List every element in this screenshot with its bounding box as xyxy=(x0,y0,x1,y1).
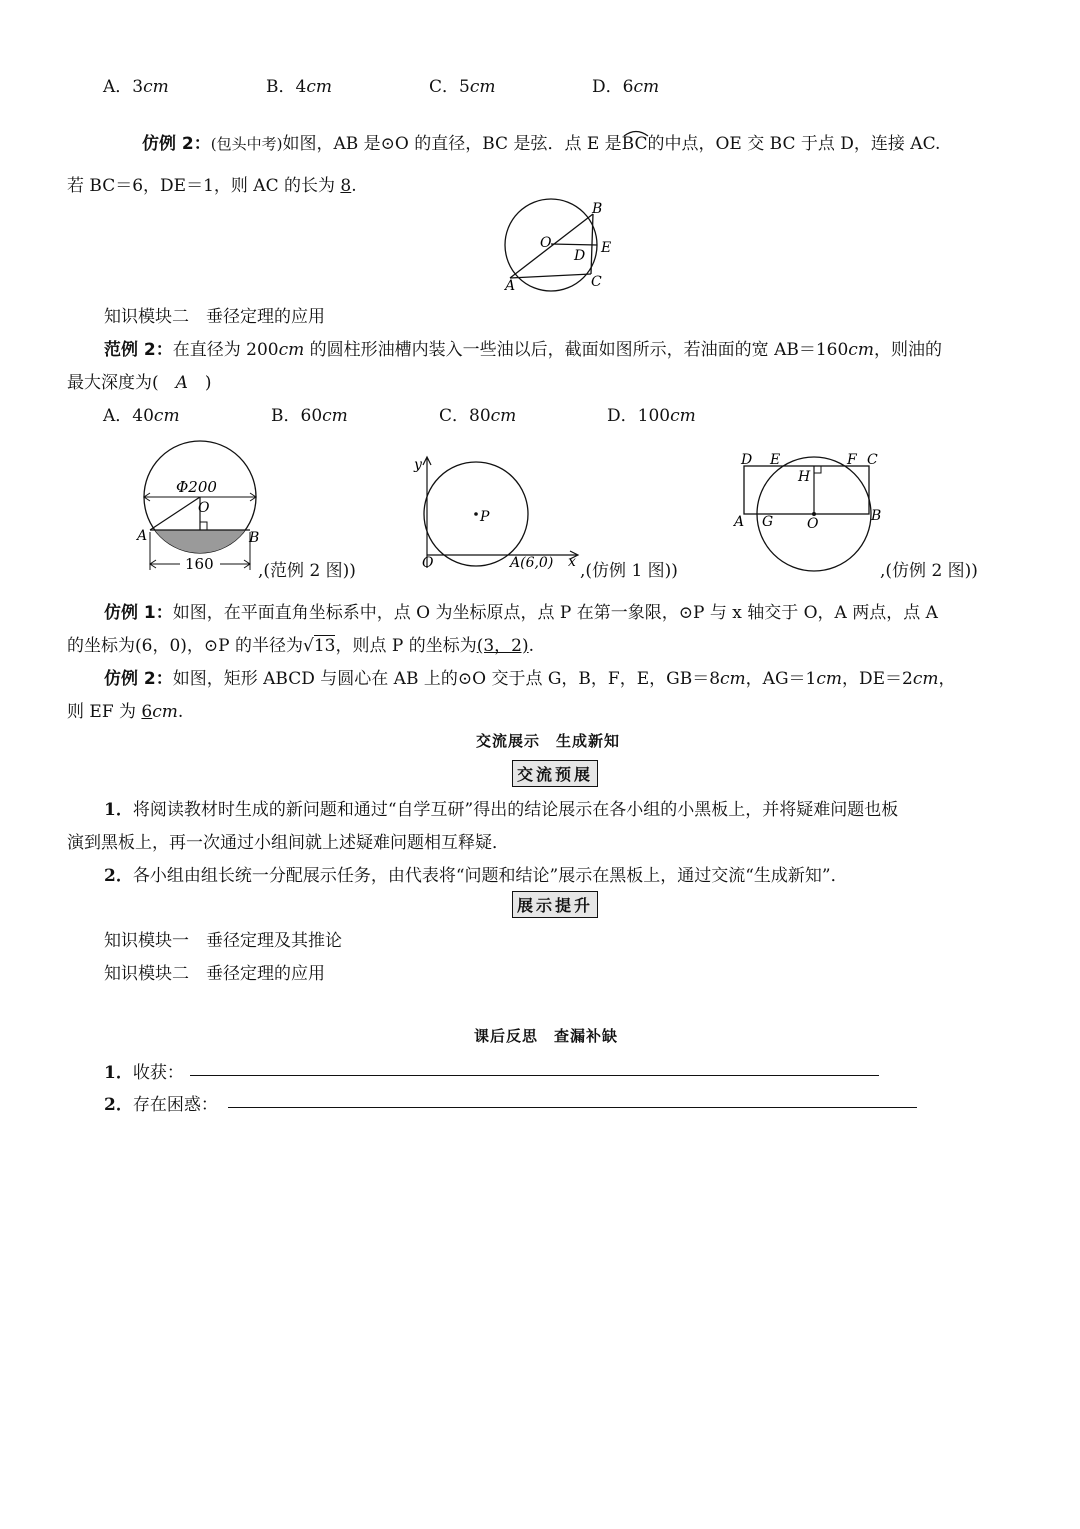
label-o: O xyxy=(422,555,434,571)
label-o: O xyxy=(807,516,819,532)
answer: (3，2) xyxy=(476,636,529,656)
answer: A xyxy=(175,373,188,393)
option-letter: A． xyxy=(103,77,133,97)
label-p: P xyxy=(480,509,490,525)
figure-rectangle-circle xyxy=(730,448,890,578)
caption-fig1: ,(范例 2 图)) xyxy=(258,561,356,581)
sqrt-sign: √ xyxy=(302,636,314,656)
sqrt-value: 13 xyxy=(313,636,336,656)
arc-bc: BC xyxy=(622,134,648,154)
label-diameter: Φ200 xyxy=(176,478,217,496)
option-a: A．3cm xyxy=(103,77,169,97)
fangli1-line2: 的坐标为(6，0)，⊙P 的半径为√13，则点 P 的坐标为(3，2). xyxy=(67,636,535,656)
fanli2-line1: 范例 2：在直径为 200cm 的圆柱形油槽内装入一些油以后，截面如图所示，若油面的宽 AB＝160cm，则油的 xyxy=(104,340,942,360)
label-a: A xyxy=(505,278,516,294)
section-title: 交流展示 生成新知 xyxy=(476,732,621,750)
section-box-label: 展示提升 xyxy=(512,891,598,918)
fangli1-line1: 仿例 1：如图，在平面直角坐标系中，点 O 为坐标原点，点 P 在第一象限，⊙P 与 x 轴交于 O，A 两点，点 A xyxy=(104,603,938,623)
figure-coordinate-circle xyxy=(412,450,587,575)
option-d: D．100cm xyxy=(607,406,696,426)
figure-oil-tank xyxy=(130,440,260,580)
answer-blank-line[interactable] xyxy=(190,1075,879,1076)
answer: 6 xyxy=(141,702,153,722)
section-box-label: 交流预展 xyxy=(512,760,598,787)
label-b: B xyxy=(871,508,882,524)
option-b: B．60cm xyxy=(271,406,348,426)
label-a: A xyxy=(137,528,148,544)
option-letter: C． xyxy=(429,77,460,97)
label-o: O xyxy=(198,500,210,516)
option-c: C．5cm xyxy=(429,77,496,97)
label-f: F xyxy=(847,452,857,468)
option-letter: B． xyxy=(266,77,296,97)
label-x: x xyxy=(568,554,576,570)
answer: 8 xyxy=(340,176,352,196)
label-h: H xyxy=(798,469,811,485)
label-a: A xyxy=(734,514,745,530)
fangli2a-line1: 仿例 2：(包头中考)如图，AB 是⊙O 的直径，BC 是弦．点 E 是 BC的中点，OE 交 BC 于点 D，连接 AC. xyxy=(142,129,940,154)
module2-title: 知识模块二 垂径定理的应用 xyxy=(104,307,325,327)
fanli2-line2: 最大深度为( A ) xyxy=(67,373,212,393)
fangli2b-label: 仿例 2： xyxy=(104,669,173,689)
module-list-item: 知识模块二 垂径定理的应用 xyxy=(104,964,325,984)
label-o: O xyxy=(540,235,552,251)
fangli2a-label: 仿例 2： xyxy=(142,134,211,154)
caption-fig3: ,(仿例 2 图)) xyxy=(880,561,978,581)
fangli2b-line1: 仿例 2：如图，矩形 ABCD 与圆心在 AB 上的⊙O 交于点 G，B，F，E，GB＝8cm，AG＝1cm，DE＝2cm， xyxy=(104,669,956,689)
option-b: B．4cm xyxy=(266,77,332,97)
section-title: 课后反思 查漏补缺 xyxy=(474,1027,619,1045)
option-d: D．6cm xyxy=(592,77,660,97)
label-e: E xyxy=(601,240,612,256)
fangli1-label: 仿例 1： xyxy=(104,603,173,623)
label-d: D xyxy=(574,248,586,264)
answer-blank-line[interactable] xyxy=(228,1107,917,1108)
label-b: B xyxy=(249,530,260,546)
label-g: G xyxy=(762,514,774,530)
option-a: A．40cm xyxy=(103,406,180,426)
module-list-item: 知识模块一 垂径定理及其推论 xyxy=(104,931,342,951)
fangli2b-line2: 则 EF 为 6cm. xyxy=(67,702,184,722)
label-width: 160 xyxy=(185,555,214,573)
item-1-line1: 1．将阅读教材时生成的新问题和通过“自学互研”得出的结论展示在各小组的小黑板上，并将疑难问题也板 xyxy=(104,800,899,820)
arc-mark xyxy=(622,129,650,137)
label-b: B xyxy=(592,201,603,217)
fangli2a-line2: 若 BC＝6，DE＝1，则 AC 的长为 8. xyxy=(67,176,357,196)
reflect-gain: 1．收获： xyxy=(104,1063,184,1083)
label-e: E xyxy=(770,452,781,468)
option-letter: D． xyxy=(592,77,623,97)
figure-circle-abc xyxy=(496,196,626,296)
label-d: D xyxy=(741,452,753,468)
label-y: y xyxy=(414,457,422,473)
fanli2-label: 范例 2： xyxy=(104,340,173,360)
reflect-confusion: 2．存在困惑： xyxy=(104,1095,218,1115)
item-1-line2: 演到黑板上，再一次通过小组间就上述疑难问题相互释疑． xyxy=(67,833,509,853)
label-c: C xyxy=(867,452,878,468)
item-2: 2．各小组由组长统一分配展示任务，由代表将“问题和结论”展示在黑板上，通过交流“生成新知”． xyxy=(104,866,848,886)
option-c: C．80cm xyxy=(439,406,517,426)
label-c: C xyxy=(591,274,602,290)
label-a: A(6,0) xyxy=(510,555,554,571)
caption-fig2: ,(仿例 1 图)) xyxy=(580,561,678,581)
